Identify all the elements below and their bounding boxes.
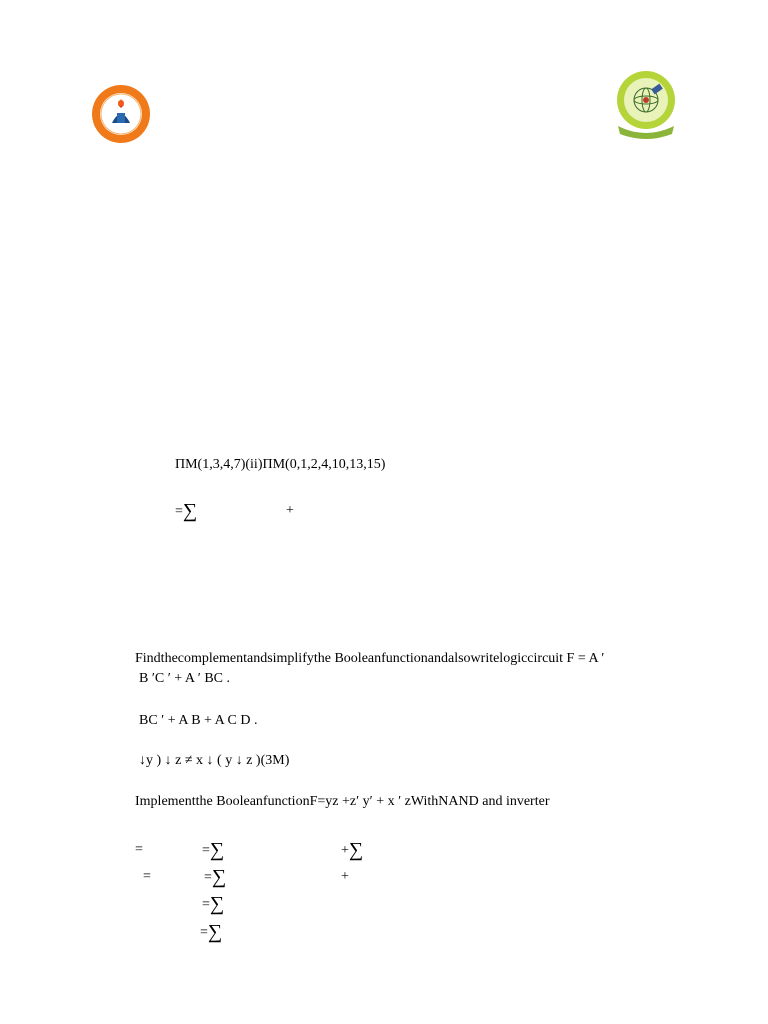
equals-sign: =: [202, 897, 210, 912]
sigma-symbol: ∑: [211, 866, 227, 888]
equals-sign: =: [202, 843, 210, 858]
sigma-symbol: ∑: [209, 839, 225, 861]
plus-sign: +: [341, 843, 349, 858]
line-pos-expressions: [175, 457, 385, 473]
row1-sum: [202, 839, 225, 861]
row4-sum: [200, 921, 223, 943]
row2-equals: =: [143, 869, 151, 884]
boolean-expression: BC ′ + A B + A C D .: [139, 713, 258, 728]
complement-question-line-2: B ′C ′ + A ′ BC .: [139, 671, 230, 686]
sigma-symbol: ∑: [207, 921, 223, 943]
equals-sign: =: [175, 504, 183, 519]
plus-sign: +: [286, 503, 294, 518]
pos-expression: ΠM(1,3,4,7)(ii)ΠM(0,1,2,4,10,13,15): [175, 457, 386, 472]
row1-equals: =: [135, 842, 143, 857]
left-institution-logo: [90, 83, 152, 145]
row2-sum: [204, 866, 227, 888]
row1-plus-sum: [341, 839, 364, 861]
equals-sign: =: [204, 870, 212, 885]
right-institution-logo: [612, 68, 680, 140]
nand-implementation-question: Implementthe BooleanfunctionF=yz +z′ y′ + x ′ zWithNAND and inverter: [135, 794, 550, 809]
complement-question-line-1: Findthecomplementandsimplifythe Booleanfunctionandalsowritelogiccircuit F = A ′: [135, 651, 605, 666]
nor-identity-line: ↓y ) ↓ z ≠ x ↓ ( y ↓ z )(3M): [139, 753, 290, 768]
equals-sign: =: [200, 925, 208, 940]
sigma-symbol: ∑: [348, 839, 364, 861]
sigma-symbol: ∑: [209, 893, 225, 915]
sigma-symbol: ∑: [182, 500, 198, 522]
row3-sum: [202, 893, 225, 915]
line-sum-1: [175, 500, 198, 522]
row2-plus: +: [341, 869, 349, 884]
